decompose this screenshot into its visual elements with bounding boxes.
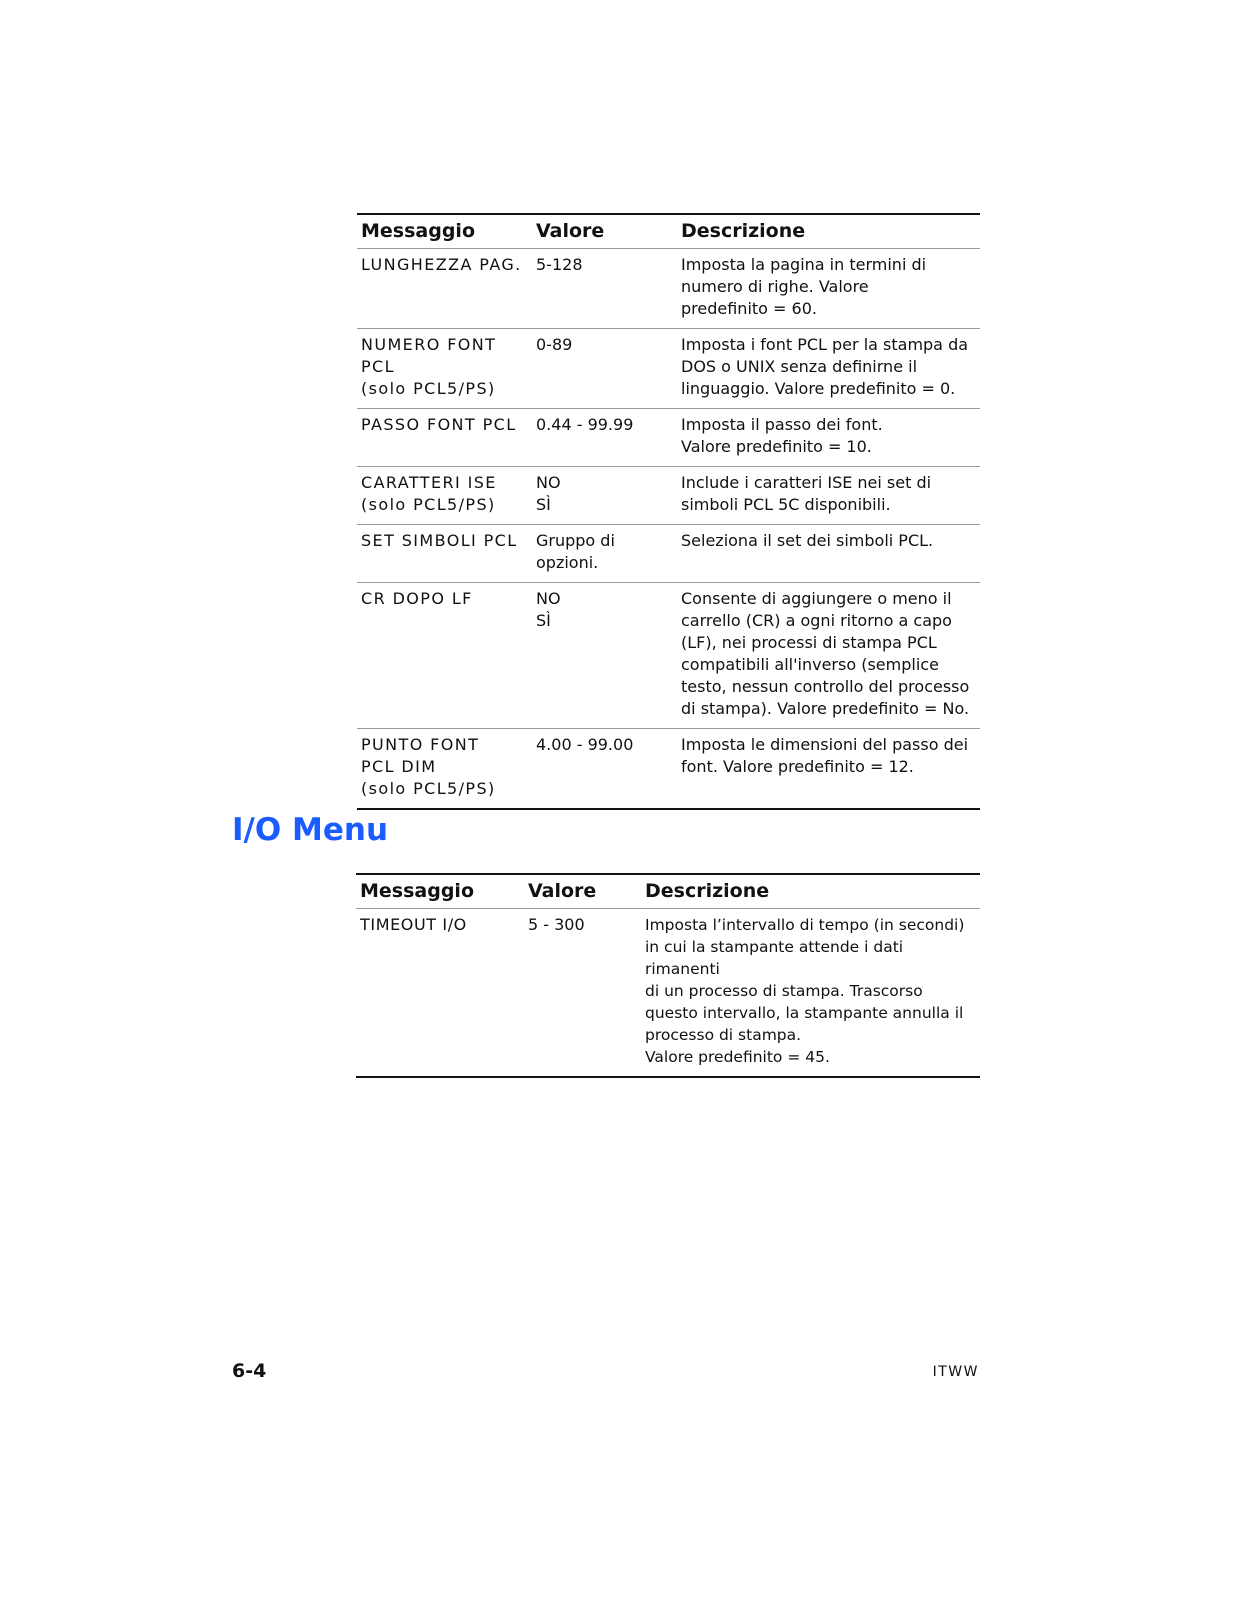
header-valore: Valore: [524, 874, 641, 909]
cell-value: 0-89: [532, 329, 677, 409]
cell-value: Gruppo di opzioni.: [532, 525, 677, 583]
table-row: [357, 729, 980, 810]
table-header-row: [356, 874, 980, 909]
cell-message: TIMEOUT I/O: [356, 909, 524, 1078]
section-heading: I/O Menu: [232, 812, 389, 848]
table-row: [357, 467, 980, 525]
cell-message: CR DOPO LF: [357, 583, 532, 729]
cell-description: Include i caratteri ISE nei set di simboli PCL 5C disponibili.: [677, 467, 980, 525]
cell-message: CARATTERI ISE (solo PCL5/PS): [357, 467, 532, 525]
io-settings-table: [356, 873, 980, 1078]
header-descrizione: Descrizione: [677, 214, 980, 249]
table-row: [357, 525, 980, 583]
header-messaggio: Messaggio: [356, 874, 524, 909]
cell-description: Seleziona il set dei simboli PCL.: [677, 525, 980, 583]
settings-table-pcl: [357, 213, 980, 810]
page-number: 6-4: [232, 1360, 267, 1382]
cell-description: Imposta i font PCL per la stampa da DOS o UNIX senza definirne il linguaggio. Valore predefinito = 0.: [677, 329, 980, 409]
cell-description: Imposta la pagina in termini di numero di righe. Valore predefinito = 60.: [677, 249, 980, 329]
cell-value: 5-128: [532, 249, 677, 329]
table-row: [357, 583, 980, 729]
table-row: [357, 409, 980, 467]
table-row: [356, 909, 980, 1078]
cell-value: 0.44 - 99.99: [532, 409, 677, 467]
header-valore: Valore: [532, 214, 677, 249]
cell-value: NO SÌ: [532, 583, 677, 729]
table-row: [357, 329, 980, 409]
table-row: [357, 249, 980, 329]
cell-message: NUMERO FONT PCL (solo PCL5/PS): [357, 329, 532, 409]
cell-message: PUNTO FONT PCL DIM (solo PCL5/PS): [357, 729, 532, 810]
cell-value: 5 - 300: [524, 909, 641, 1078]
header-descrizione: Descrizione: [641, 874, 980, 909]
cell-message: LUNGHEZZA PAG.: [357, 249, 532, 329]
cell-value: 4.00 - 99.00: [532, 729, 677, 810]
pcl-settings-table: [357, 213, 980, 810]
cell-value: NO SÌ: [532, 467, 677, 525]
cell-message: SET SIMBOLI PCL: [357, 525, 532, 583]
cell-description: Imposta le dimensioni del passo dei font. Valore predefinito = 12.: [677, 729, 980, 810]
settings-table-io: [356, 873, 980, 1078]
cell-description: Consente di aggiungere o meno il carrello (CR) a ogni ritorno a capo (LF), nei processi di stampa PCL compatibili all'inverso (semplice testo, nessun controllo del processo di stampa). Valore predefinito = No.: [677, 583, 980, 729]
cell-description: Imposta l’intervallo di tempo (in secondi) in cui la stampante attende i dati rimanenti di un processo di stampa. Trascorso questo intervallo, la stampante annulla il processo di stampa. Valore predefinito = 45.: [641, 909, 980, 1078]
table-header-row: [357, 214, 980, 249]
cell-message: PASSO FONT PCL: [357, 409, 532, 467]
cell-description: Imposta il passo dei font. Valore predefinito = 10.: [677, 409, 980, 467]
document-code: ITWW: [932, 1364, 979, 1380]
header-messaggio: Messaggio: [357, 214, 532, 249]
